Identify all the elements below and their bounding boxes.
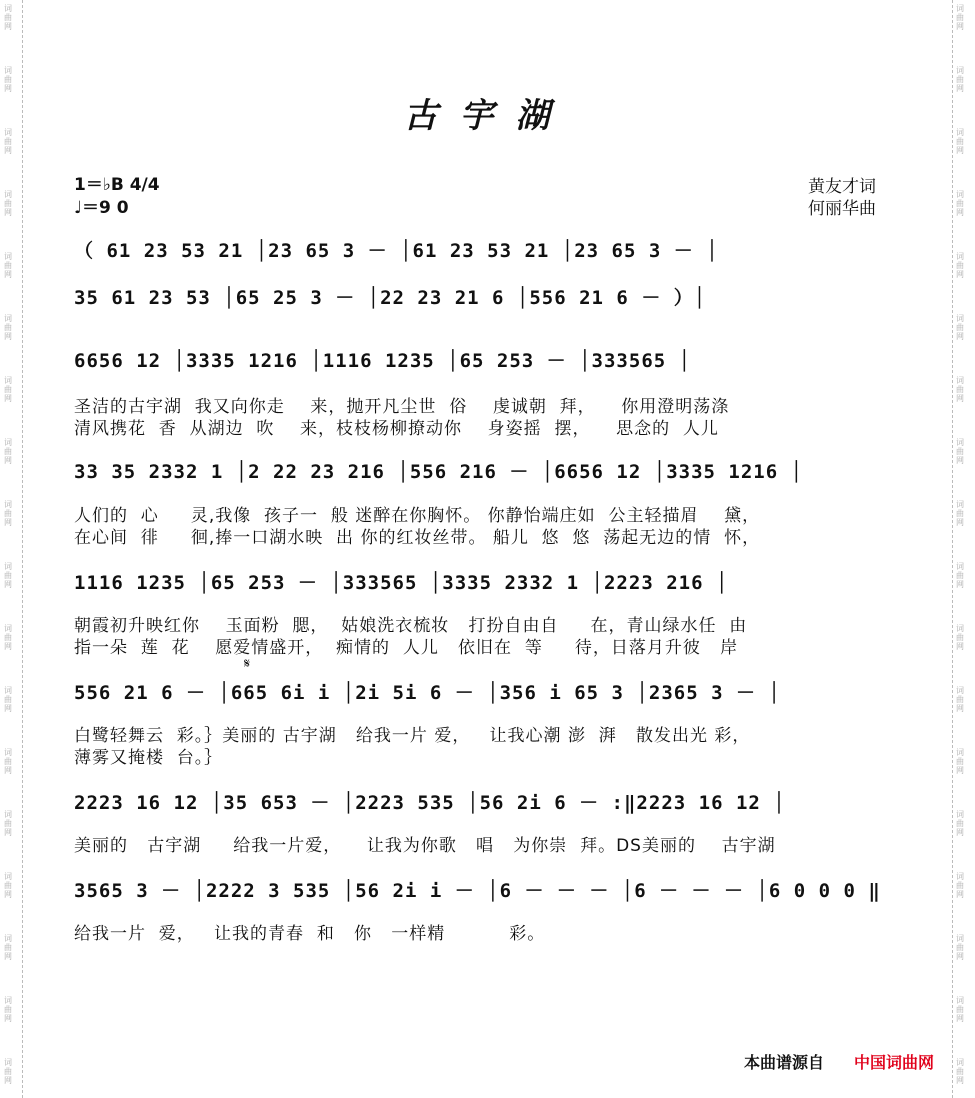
watermark-text: 词 曲 网 bbox=[956, 624, 964, 651]
watermark-text: 词 曲 网 bbox=[4, 376, 12, 403]
watermark-text: 词 曲 网 bbox=[956, 376, 964, 403]
watermark-text: 词 曲 网 bbox=[4, 562, 12, 589]
lyricist-credit: 黄友才词 bbox=[808, 177, 876, 197]
watermark-text: 词 曲 网 bbox=[956, 500, 964, 527]
watermark-text: 词 曲 网 bbox=[4, 686, 12, 713]
watermark-text: 词 曲 网 bbox=[4, 190, 12, 217]
watermark-text: 词 曲 网 bbox=[4, 624, 12, 651]
watermark-text: 词 曲 网 bbox=[4, 314, 12, 341]
footer-source-label: 本曲谱源自 bbox=[744, 1053, 825, 1072]
lyric-line: 朝霞初升映红你 玉面粉 腮， 姑娘洗衣梳妆 打扮自由自 在，青山绿水任 由 bbox=[74, 616, 748, 636]
watermark-text: 词 曲 网 bbox=[956, 66, 964, 93]
score-row: 6656 12 │3335 1216 │1116 1235 │65 253 － │333565 │ bbox=[74, 350, 692, 372]
watermark-text: 词 曲 网 bbox=[956, 1058, 964, 1085]
watermark-text: 词 曲 网 bbox=[4, 934, 12, 961]
watermark-text: 词 曲 网 bbox=[4, 810, 12, 837]
score-row: 33 35 2332 1 │2 22 23 216 │556 216 － │6656 12 │3335 1216 │ bbox=[74, 461, 804, 483]
lyric-line: 薄雾又掩楼 台。｝ bbox=[74, 748, 223, 768]
watermark-text: 词 曲 网 bbox=[4, 66, 12, 93]
watermark-text: 词 曲 网 bbox=[4, 128, 12, 155]
key-signature: 1＝♭B 4/4 bbox=[74, 175, 160, 195]
watermark-text: 词 曲 网 bbox=[956, 810, 964, 837]
watermark-text: 词 曲 网 bbox=[4, 500, 12, 527]
watermark-text: 词 曲 网 bbox=[4, 438, 12, 465]
watermark-text: 词 曲 网 bbox=[956, 934, 964, 961]
watermark-text: 词 曲 网 bbox=[956, 190, 964, 217]
lyric-line: 圣洁的古宇湖 我又向你走 来，抛开凡尘世 俗 虔诚朝 拜， 你用澄明荡涤 bbox=[74, 397, 730, 417]
watermark-text: 词 曲 网 bbox=[4, 1058, 12, 1085]
lyric-line: 给我一片 爱， 让我的青春 和 你 一样精 彩。 bbox=[74, 924, 546, 944]
lyric-line: 美丽的 古宇湖 给我一片爱， 让我为你歌 唱 为你崇 拜。DS美丽的 古宇湖 bbox=[74, 836, 776, 856]
tempo-marking: ♩＝9 0 bbox=[74, 198, 129, 218]
watermark-text: 词 曲 网 bbox=[956, 438, 964, 465]
watermark-text: 词 曲 网 bbox=[956, 748, 964, 775]
lyric-line: 白鹭轻舞云 彩。｝美丽的 古宇湖 给我一片 爱， 让我心潮 澎 湃 散发出光 彩， bbox=[74, 726, 751, 746]
watermark-text: 词 曲 网 bbox=[4, 996, 12, 1023]
score-row: （ 61 23 53 21 │23 65 3 － │61 23 53 21 │23 65 3 － │ bbox=[74, 240, 719, 262]
score-row: 3565 3 － │2222 3 535 │56 2i i － │6 － － － │6 － － － │6 0 0 0 ‖ bbox=[74, 880, 881, 902]
lyric-line: 人们的 心 灵,我像 孩子一 般 迷醉在你胸怀。 你静怡端庄如 公主轻描眉 黛， bbox=[74, 506, 761, 526]
watermark-text: 词 曲 网 bbox=[4, 872, 12, 899]
score-row: 556 21 6 － │665 6i i │2i 5i 6 － │356 i 65 3 │2365 3 － │ bbox=[74, 682, 781, 704]
watermark-text: 词 曲 网 bbox=[956, 872, 964, 899]
song-title: 古宇湖 bbox=[403, 96, 572, 136]
watermark-text: 词 曲 网 bbox=[956, 128, 964, 155]
lyric-line: 在心间 徘 徊,捧一口湖水映 出 你的红妆丝带。 船儿 悠 悠 荡起无边的情 怀， bbox=[74, 528, 761, 548]
footer-site-name: 中国词曲网 bbox=[854, 1053, 935, 1072]
watermark-text: 词 曲 网 bbox=[956, 314, 964, 341]
lyric-line: 指一朵 莲 花 愿爱情盛开， 痴情的 人儿 依旧在 等 待，日落月升彼 岸 bbox=[74, 638, 739, 658]
score-row: 2223 16 12 │35 653 － │2223 535 │56 2i 6 － :‖2223 16 12 │ bbox=[74, 792, 786, 814]
watermark-text: 词 曲 网 bbox=[956, 252, 964, 279]
composer-credit: 何丽华曲 bbox=[808, 199, 876, 219]
score-row: 35 61 23 53 │65 25 3 － │22 23 21 6 │556 21 6 － ）│ bbox=[74, 287, 707, 309]
watermark-text: 词 曲 网 bbox=[956, 562, 964, 589]
watermark-text: 词 曲 网 bbox=[956, 996, 964, 1023]
segno-sign: 𝄋 bbox=[244, 656, 251, 672]
watermark-text: 词 曲 网 bbox=[4, 4, 12, 31]
watermark-text: 词 曲 网 bbox=[4, 748, 12, 775]
watermark-text: 词 曲 网 bbox=[956, 686, 964, 713]
watermark-text: 词 曲 网 bbox=[956, 4, 964, 31]
lyric-line: 清风携花 香 从湖边 吹 来，枝枝杨柳撩动你 身姿摇 摆， 思念的 人儿 bbox=[74, 419, 719, 439]
watermark-text: 词 曲 网 bbox=[4, 252, 12, 279]
score-row: 1116 1235 │65 253 － │333565 │3335 2332 1 │2223 216 │ bbox=[74, 572, 729, 594]
